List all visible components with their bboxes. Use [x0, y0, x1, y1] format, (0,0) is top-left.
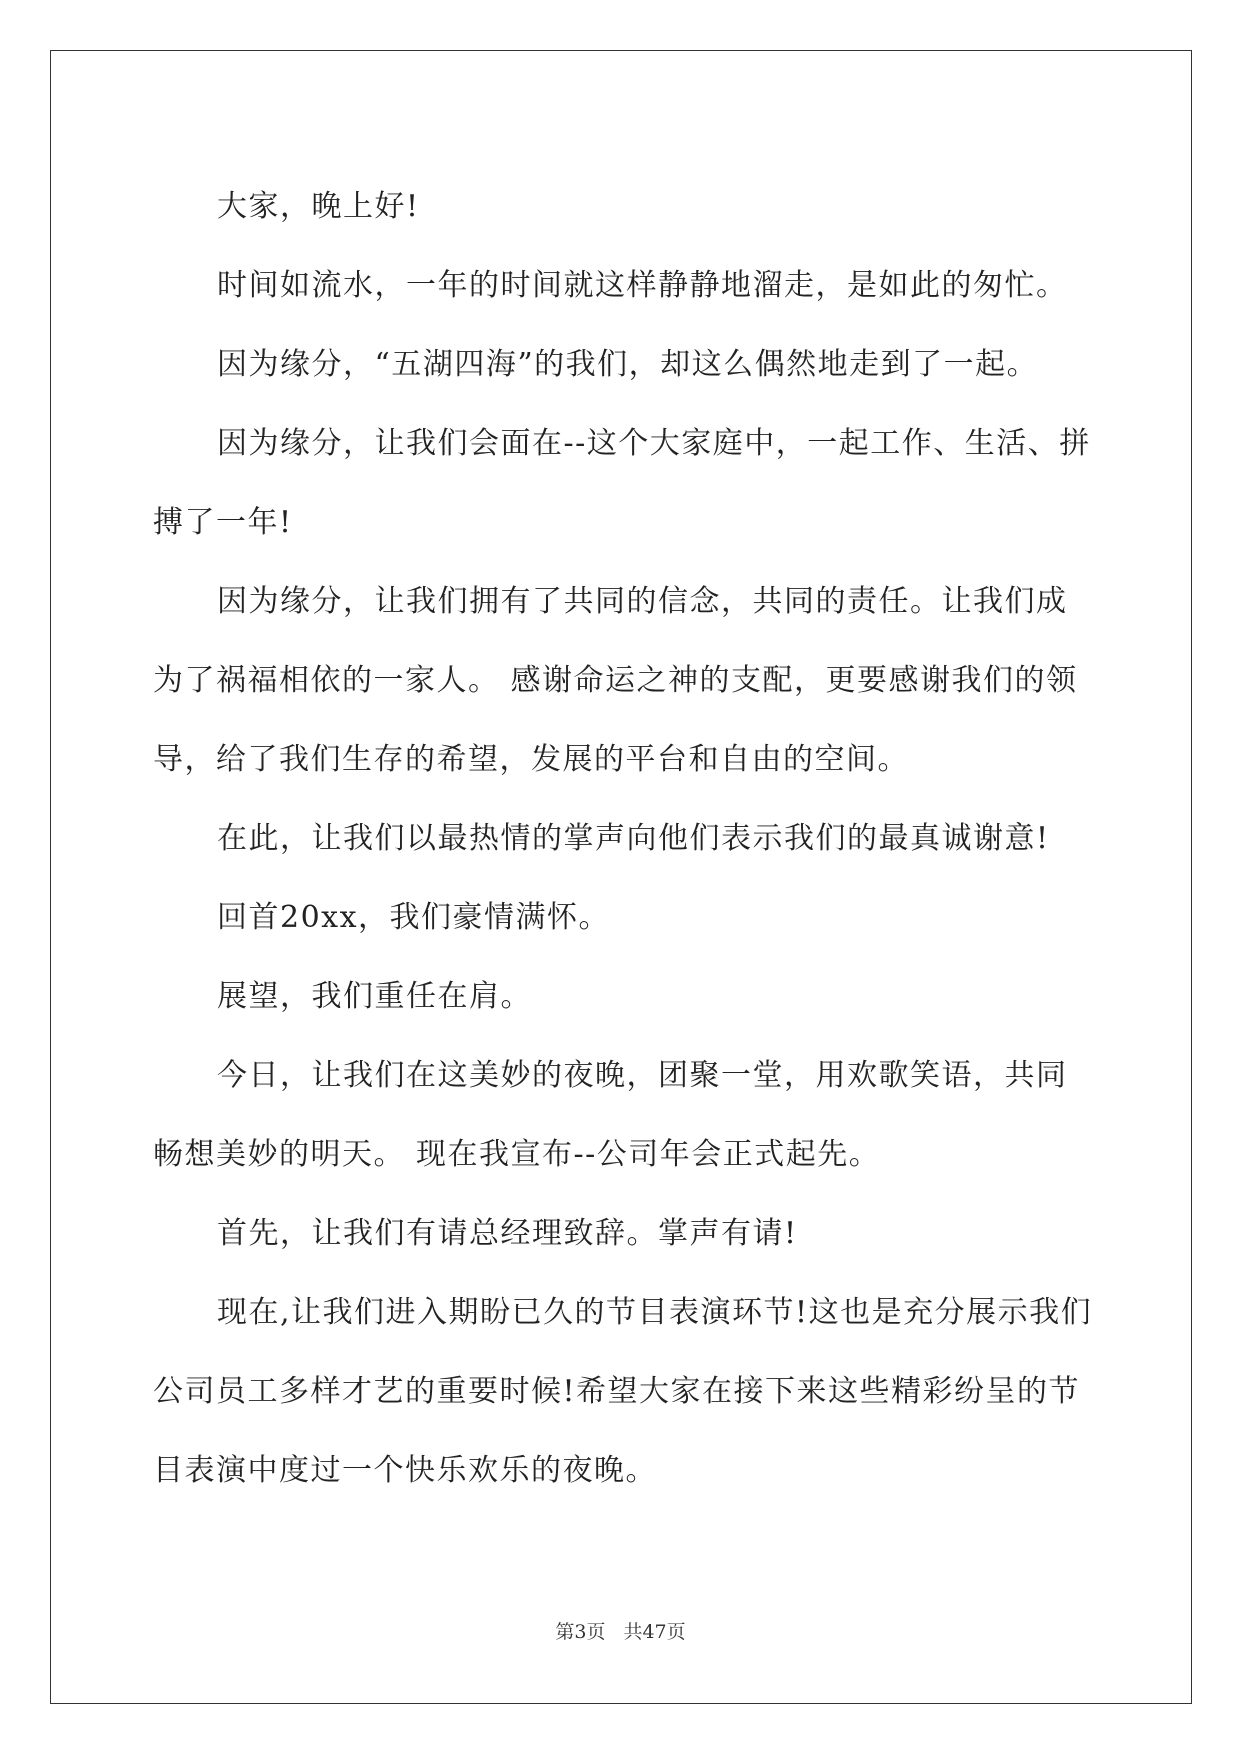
paragraph-fate-family: 因为缘分，让我们会面在--这个大家庭中，一起工作、生活、拼搏了一年! [153, 426, 1091, 540]
paragraph-fate-belief: 因为缘分，让我们拥有了共同的信念，共同的责任。让我们成为了祸福相依的一家人。 感谢命运之神的支配，更要感谢我们的领导，给了我们生存的希望，发展的平台和自由的空间。 [153, 584, 1078, 777]
paragraph-fate-together: 因为缘分，“五湖四海”的我们，却这么偶然地走到了一起。 [217, 347, 1039, 382]
paragraph-outlook: 展望，我们重任在肩。 [217, 979, 532, 1014]
page-footer [0, 1617, 1241, 1644]
page-number: 第3页 [555, 1621, 606, 1643]
paragraph-greeting: 大家，晚上好! [217, 189, 420, 224]
paragraph-applause: 在此，让我们以最热情的掌声向他们表示我们的最真诚谢意! [217, 821, 1050, 856]
paragraph-performance: 现在,让我们进入期盼已久的节目表演环节!这也是充分展示我们公司员工多样才艺的重要时候!希望大家在接下来这些精彩纷呈的节目表演中度过一个快乐欢乐的夜晚。 [153, 1295, 1093, 1488]
paragraph-time: 时间如流水，一年的时间就这样静静地溜走，是如此的匆忙。 [217, 268, 1068, 303]
document-body [153, 167, 1098, 1510]
paragraph-speech: 首先，让我们有请总经理致辞。掌声有请! [217, 1216, 798, 1251]
paragraph-review: 回首20xx，我们豪情满怀。 [217, 900, 611, 935]
page-total: 共47页 [623, 1621, 686, 1643]
paragraph-tonight: 今日，让我们在这美妙的夜晚，团聚一堂，用欢歌笑语，共同畅想美妙的明天。 现在我宣布--公司年会正式起先。 [153, 1058, 1068, 1172]
